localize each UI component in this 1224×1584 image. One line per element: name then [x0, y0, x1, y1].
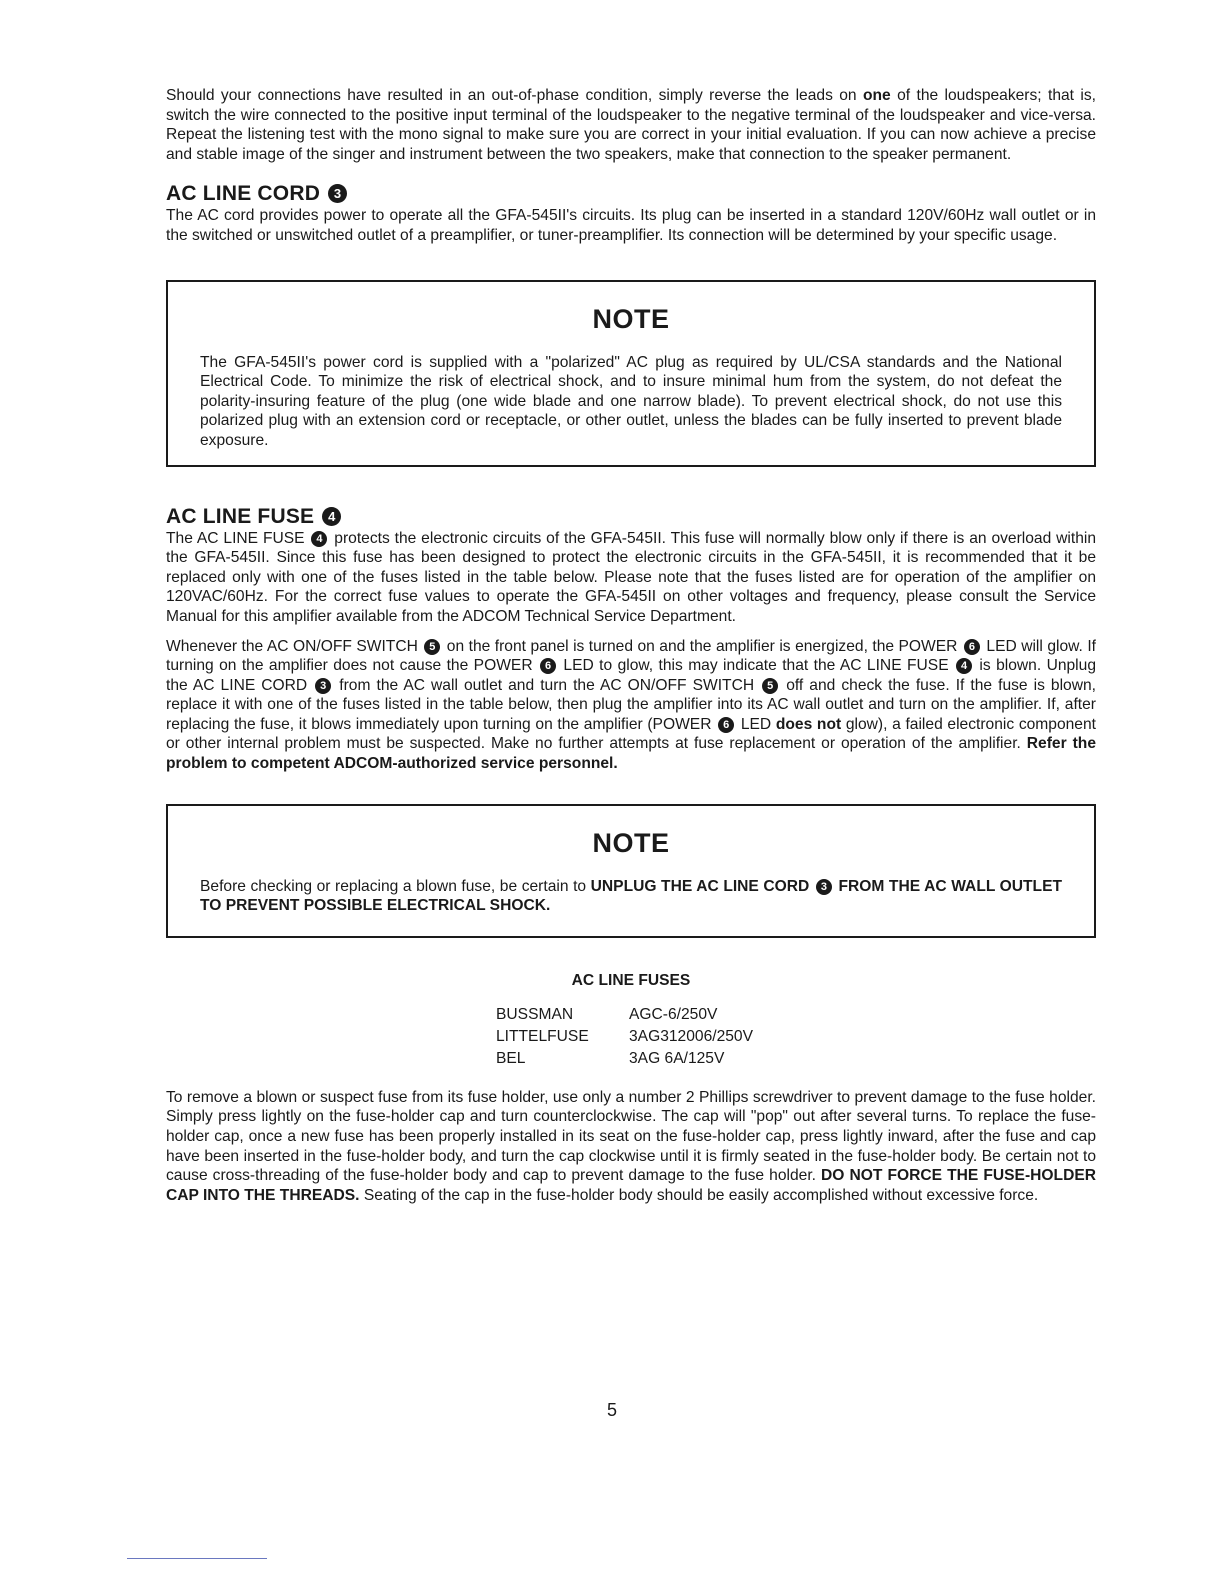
callout-number-badge: 4	[956, 658, 972, 674]
note-box-unplug-warning	[166, 804, 1096, 938]
emphasis-one: one	[862, 87, 891, 104]
note-body: The GFA-545II's power cord is supplied with a "polarized" AC plug as required by UL/CSA standards and the National Electrical Code. To minimize the risk of electrical shock, and to insure minimal hum from the system, do not defeat the polarity-insuring feature of the plug (one wide blade and one narrow blade). To prevent electrical shock, do not use this polarized plug with an extension cord or receptacle, or other outlet, unless the blades can be fully inserted to prevent blade exposure.	[200, 353, 1062, 449]
fuse-brand: BUSSMAN	[496, 1005, 574, 1023]
note-box-polarized-plug	[166, 280, 1096, 467]
callout-number-badge: 6	[964, 639, 980, 655]
ac-line-fuse-body: The AC LINE FUSE 4 protects the electronic circuits of the GFA-545II. This fuse will normally blow only if there is an overload within the GFA-545II. Since this fuse has been designed to protect the electronic circuits in the GFA-545II, it is recommended that it be replaced only with one of the fuses listed in the table below. Please note that the fuses listed are for operation of the amplifier on 120VAC/60Hz. For the correct fuse values to operate the GFA-545II on other voltages and frequency, please consult the Service Manual for this amplifier available from the ADCOM Technical Service Department.	[166, 529, 1096, 625]
fuse-table	[496, 1004, 753, 1070]
callout-number-badge: 3	[328, 184, 347, 203]
ac-line-cord-heading: AC LINE CORD 3	[166, 182, 1096, 206]
callout-number-badge: 3	[315, 678, 331, 694]
service-warning: Refer the problem to competent ADCOM-authorized service personnel.	[166, 735, 1096, 773]
fuse-table-title: AC LINE FUSES	[571, 971, 691, 989]
note-body: Before checking or replacing a blown fuse, be certain to UNPLUG THE AC LINE CORD 3 FROM THE AC WALL OUTLET TO PREVENT POSSIBLE ELECTRICAL SHOCK.	[200, 877, 1063, 915]
power-led-paragraph: Whenever the AC ON/OFF SWITCH 5 on the front panel is turned on and the amplifier is energized, the POWER 6 LED will glow. If turning on the amplifier does not cause the POWER 6 LED to glow, this may indicate that the AC LINE FUSE 4 is blown. Unplug the AC LINE CORD 3 from the AC wall outlet and turn the AC ON/OFF SWITCH 5 off and check the fuse. If the fuse is blown, replace it with one of the fuses listed in the table below, then plug the amplifier into its AC wall outlet and turn on the amplifier. If, after replacing the fuse, it blows immediately upon turning on the amplifier (POWER 6 LED does not glow), a failed electronic component or other internal problem must be suspected. Make no further attempts at fuse replacement or operation of the amplifier. Refer the problem to competent ADCOM-authorized service personnel.	[166, 637, 1097, 773]
note-title: NOTE	[592, 827, 670, 858]
callout-number-badge: 4	[311, 531, 327, 547]
callout-number-badge: 6	[540, 658, 556, 674]
note-title: NOTE	[592, 303, 670, 334]
fuse-part: AGC-6/250V	[629, 1005, 718, 1023]
table-row	[496, 1004, 753, 1026]
fuse-part: 3AG312006/250V	[629, 1027, 753, 1045]
callout-number-badge: 6	[718, 717, 734, 733]
callout-number-badge: 4	[322, 507, 341, 526]
ac-line-fuse-heading: AC LINE FUSE 4	[166, 505, 1096, 529]
fuse-part: 3AG 6A/125V	[629, 1049, 725, 1067]
fuse-brand: BEL	[496, 1049, 526, 1067]
callout-number-badge: 3	[816, 879, 832, 895]
footer-rule	[127, 1558, 267, 1559]
callout-number-badge: 5	[762, 678, 778, 694]
table-row	[496, 1048, 753, 1070]
intro-paragraph: Should your connections have resulted in an out-of-phase condition, simply reverse the leads on one of the loudspeakers; that is, switch the wire connected to the positive input terminal of the loudspeaker to the negative terminal of the loudspeaker and vice-versa. Repeat the listening test with the mono signal to make sure you are correct in your initial evaluation. If you can now achieve a precise and stable image of the singer and instrument between the two speakers, make that connection to the speaker permanent.	[166, 87, 1096, 163]
fuse-removal-paragraph: To remove a blown or suspect fuse from its fuse holder, use only a number 2 Phillips screwdriver to prevent damage to the fuse holder. Simply press lightly on the fuse-holder cap and turn counterclockwise. The cap will "pop" out after several turns. To replace the fuse-holder cap, once a new fuse has been properly installed in its seat on the fuse-holder cap, press lightly inward, after the fuse and cap have been inserted in the fuse-holder body, and turn the cap clockwise until it is firmly seated in the fuse-holder body. Be certain not to cause cross-threading of the fuse-holder body and cap to prevent damage to the fuse holder. DO NOT FORCE THE FUSE-HOLDER CAP INTO THE THREADS. Seating of the cap in the fuse-holder body should be easily accomplished without excessive force.	[166, 1088, 1096, 1204]
page-number: 5	[606, 1400, 617, 1420]
document-page	[166, 86, 1096, 1205]
table-row	[496, 1026, 753, 1048]
fuse-brand: LITTELFUSE	[496, 1027, 589, 1045]
callout-number-badge: 5	[424, 639, 440, 655]
ac-line-cord-body: The AC cord provides power to operate all the GFA-545II's circuits. Its plug can be inserted in a standard 120V/60Hz wall outlet or in the switched or unswitched outlet of a preamplifier, or tuner-preamplifier. Its connection will be determined by your specific usage.	[166, 207, 1096, 244]
